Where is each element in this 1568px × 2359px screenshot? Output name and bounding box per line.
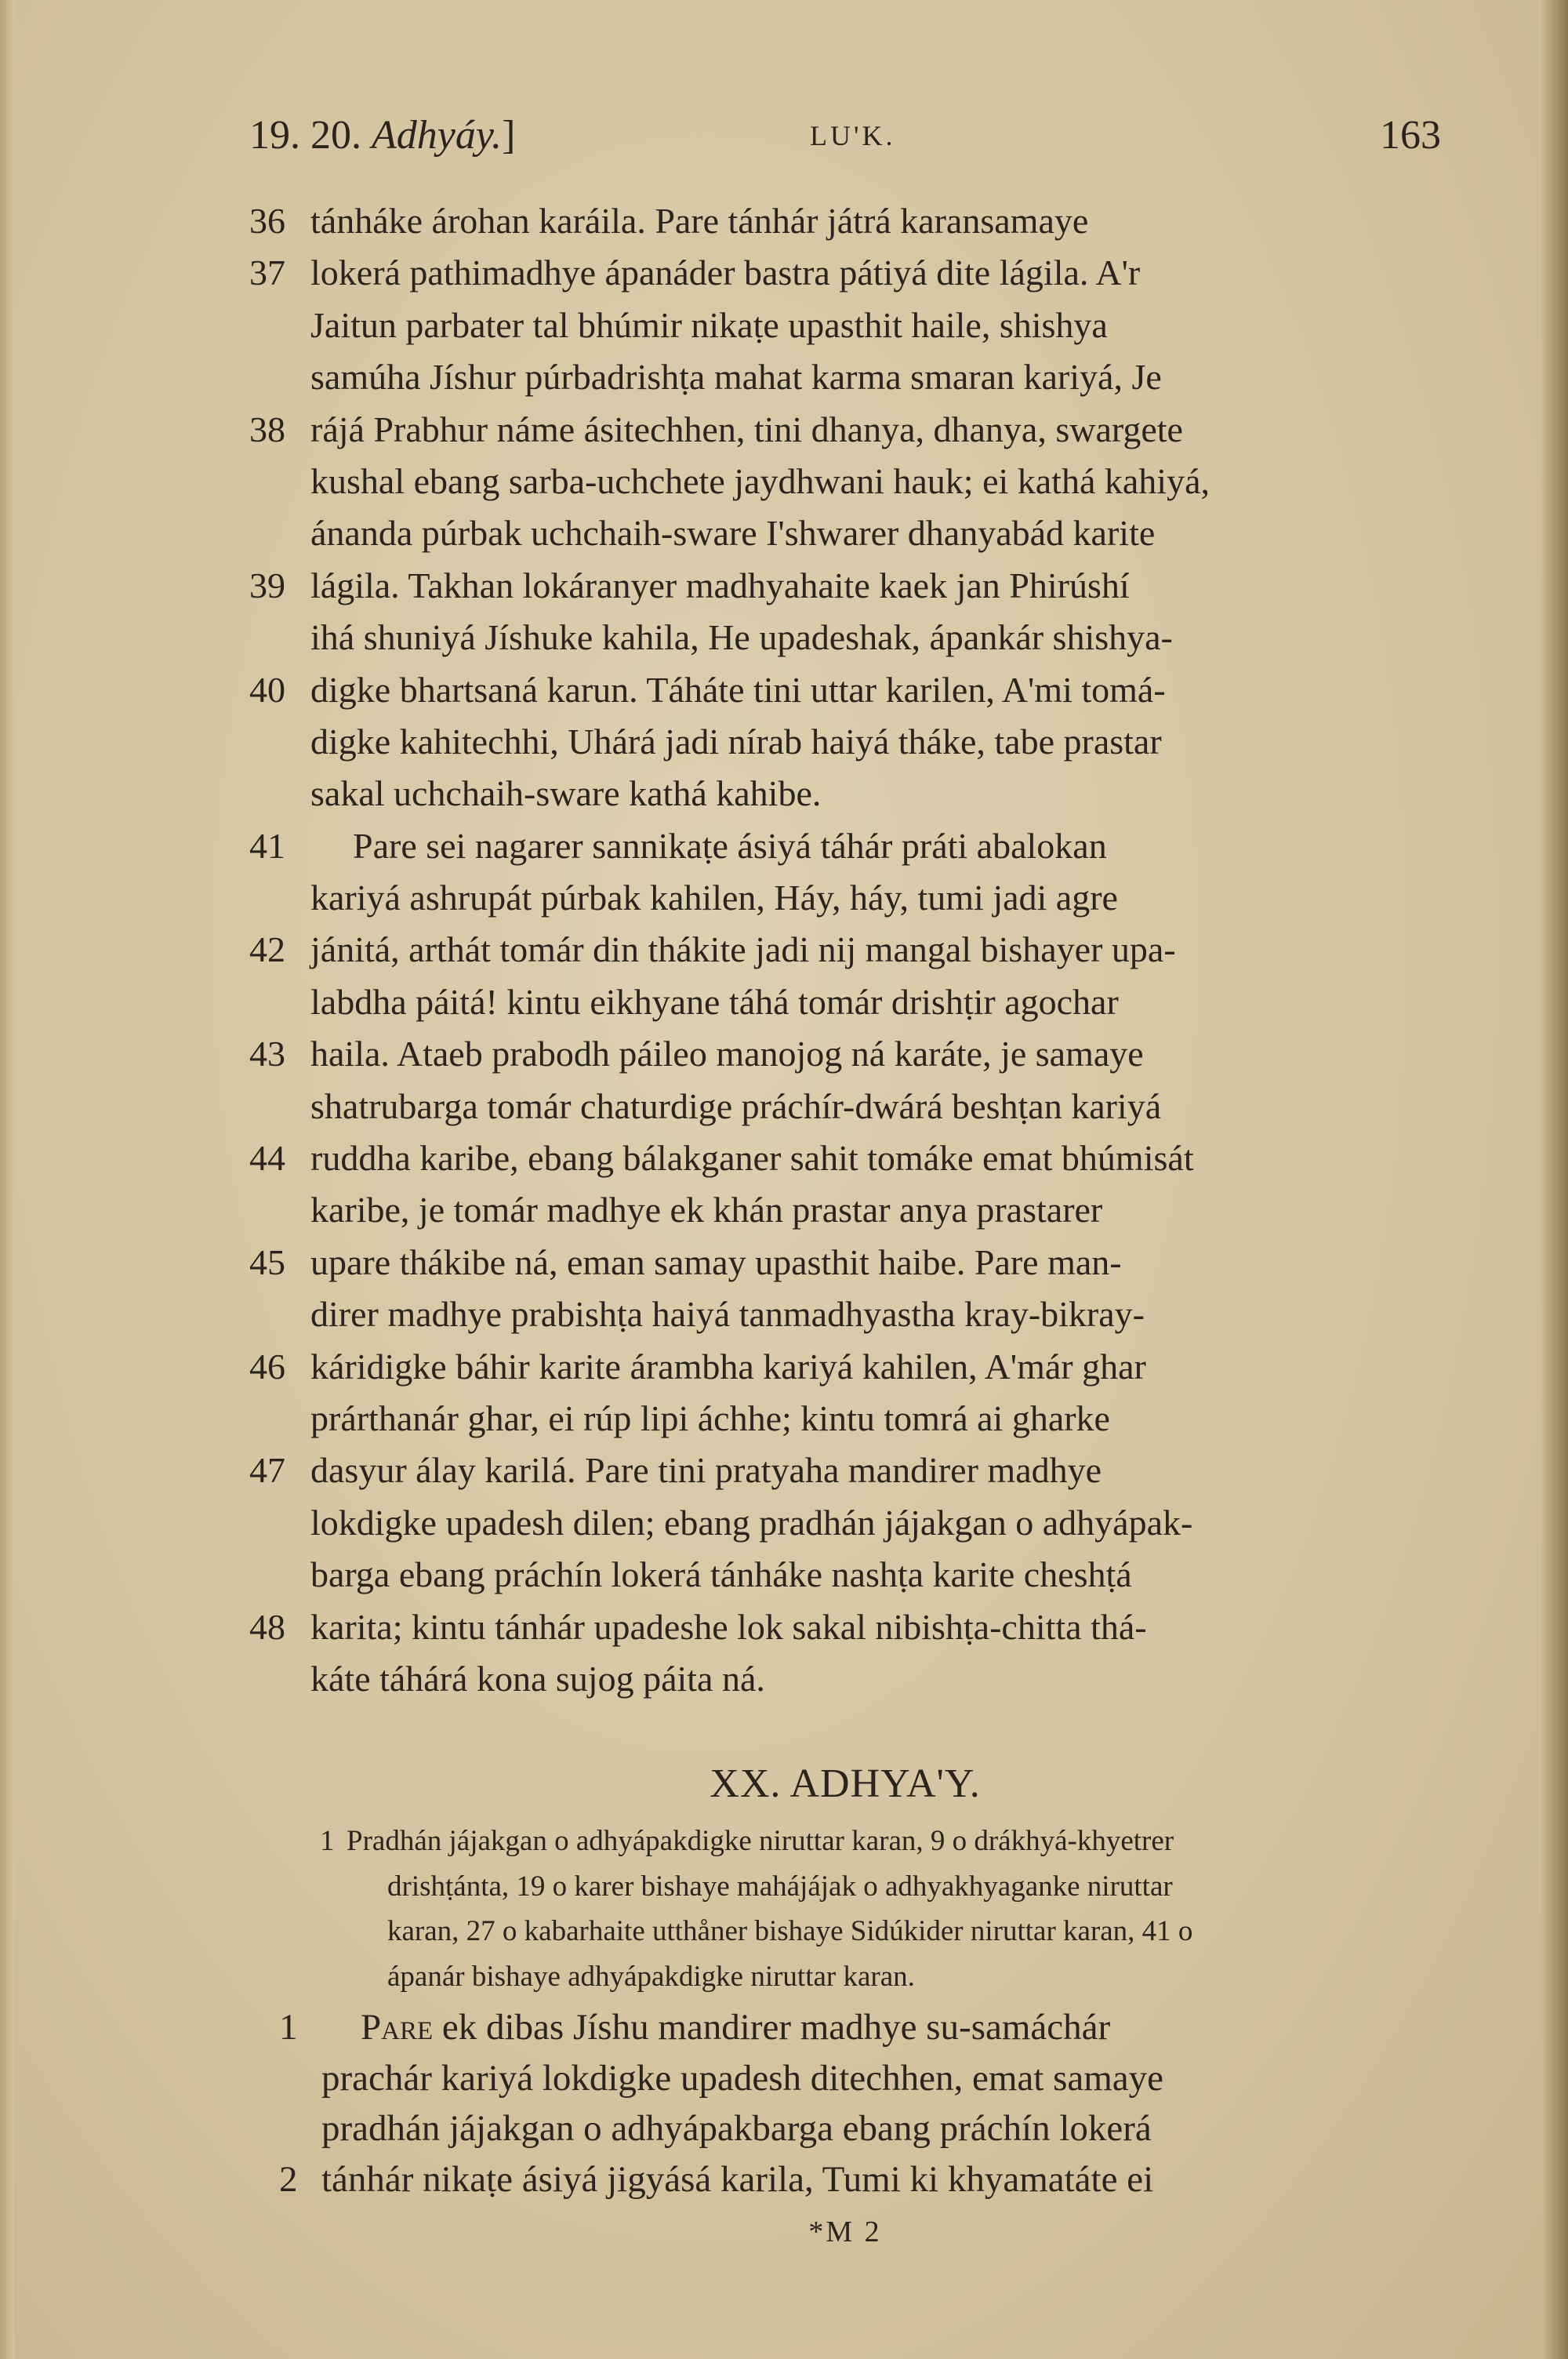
line-text: shatrubarga tomár chaturdige práchír-dwárá beshṭan kariyá: [310, 1085, 1162, 1126]
text-line: [249, 351, 1441, 403]
verse-number: 1: [279, 2007, 298, 2048]
line-text: karibe, je tomár madhye ek khán prastar anya prastarer: [310, 1190, 1103, 1230]
text-line: [249, 300, 1441, 351]
line-rest: tánhár nikaṭe ásiyá jigyásá karila, Tumi ki khyamatáte ei: [321, 2158, 1154, 2200]
verse-number: 40: [249, 669, 285, 710]
chapter-19-text: [249, 195, 1441, 1705]
line-text: Pare sei nagarer sannikaṭe ásiyá táhár práti abalokan: [353, 825, 1107, 866]
text-line: [249, 612, 1441, 663]
text-line: [249, 247, 1441, 299]
text-line: [249, 872, 1441, 924]
verse-number: 47: [249, 1450, 285, 1491]
text-line: [249, 1497, 1441, 1549]
line-text: dasyur álay karilá. Pare tini pratyaha mandirer madhye: [310, 1450, 1102, 1491]
line-text: upare thákibe ná, eman samay upasthit haibe. Pare man-: [310, 1241, 1122, 1282]
text-line: [249, 560, 1441, 612]
summary-line: [320, 1819, 1441, 1864]
line-text: ihá shuniyá Jíshuke kahila, He upadeshak, ápankár shishya-: [310, 617, 1173, 658]
verse-number: 45: [249, 1241, 285, 1282]
summary-line: [320, 1954, 1441, 2000]
summary-text: Pradhán jájakgan o adhyápakdigke niruttar karan, 9 o drákhyá-khyetrer: [347, 1825, 1174, 1857]
text-line: [249, 1445, 1441, 1496]
text-line: [249, 1132, 1441, 1184]
summary-text: ápanár bishaye adhyápakdigke niruttar karan.: [387, 1960, 915, 1993]
line-text: [321, 2103, 1152, 2154]
text-line: [249, 2154, 1441, 2205]
verse-number: 41: [249, 825, 285, 866]
summary-text: drishṭánta, 19 o karer bishaye mahájájak o adhyakhyaganke niruttar: [387, 1870, 1173, 1903]
line-text: labdha páitá! kintu eikhyane táhá tomár drishṭir agochar: [310, 981, 1119, 1022]
verse-number: 36: [249, 201, 285, 241]
text-line: [249, 1081, 1441, 1132]
line-text: [321, 2154, 1153, 2205]
line-text: samúha Jíshur púrbadrishṭa mahat karma smaran kariyá, Je: [310, 357, 1162, 398]
line-text: [321, 2053, 1163, 2104]
line-text: kariyá ashrupát púrbak kahilen, Háy, háy, tumi jadi agre: [310, 878, 1118, 918]
text-line: [249, 1028, 1441, 1080]
line-text: jánitá, arthát tomár din thákite jadi nij mangal bishayer upa-: [310, 929, 1176, 970]
text-line: [249, 716, 1441, 768]
verse-number: 2: [279, 2158, 298, 2200]
text-line: [249, 1184, 1441, 1236]
verse-number: 42: [249, 929, 285, 970]
summary-line: [320, 1909, 1441, 1954]
text-line: [249, 768, 1441, 820]
text-line: [249, 2002, 1441, 2053]
text-line: [249, 1549, 1441, 1601]
line-text: [361, 2002, 1110, 2053]
text-line: [249, 1601, 1441, 1653]
verse-number: 48: [249, 1606, 285, 1647]
line-text: ruddha karibe, ebang bálakganer sahit tomáke emat bhúmisát: [310, 1138, 1194, 1179]
text-line: [249, 820, 1441, 872]
line-text: direr madhye prabishṭa haiyá tanmadhyastha kray-bikray-: [310, 1294, 1145, 1335]
summary-text: karan, 27 o kabarhaite utthåner bishaye Sidúkider niruttar karan, 41 o: [387, 1915, 1193, 1947]
verse-number: 44: [249, 1138, 285, 1179]
chapter-20-text: [249, 2002, 1441, 2205]
line-text: haila. Ataeb prabodh páileo manojog ná karáte, je samaye: [310, 1034, 1144, 1074]
line-text: káridigke báhir karite árambha kariyá kahilen, A'már ghar: [310, 1346, 1146, 1387]
text-line: [249, 456, 1441, 507]
running-header: [249, 108, 1441, 163]
line-text: lokerá pathimadhye ápanáder bastra pátiyá dite lágila. A'r: [310, 253, 1141, 293]
lead-word: Pare: [361, 2007, 434, 2048]
header-book-title: LU'K.: [810, 120, 896, 151]
text-line: [249, 664, 1441, 716]
text-line: [249, 1393, 1441, 1445]
chapter-summary: [320, 1819, 1441, 1999]
line-text: karita; kintu tánhár upadeshe lok sakal nibishṭa-chitta thá-: [310, 1606, 1147, 1647]
line-rest: prachár kariyá lokdigke upadesh ditechhen, emat samaye: [321, 2057, 1164, 2099]
text-line: [249, 2053, 1441, 2104]
verse-number: 38: [249, 409, 285, 449]
text-line: [249, 1237, 1441, 1289]
summary-line: [320, 1864, 1441, 1910]
line-text: rájá Prabhur náme ásitechhen, tini dhanya, dhanya, swargete: [310, 409, 1183, 449]
text-line: [249, 404, 1441, 456]
verse-number: 46: [249, 1346, 285, 1387]
text-line: [249, 924, 1441, 976]
text-line: [249, 195, 1441, 247]
line-text: prárthanár ghar, ei rúp lipi áchhe; kintu tomrá ai gharke: [310, 1398, 1110, 1438]
page-number: 163: [1380, 113, 1441, 158]
page-right-edge: [1541, 0, 1568, 2359]
text-line: [249, 1653, 1441, 1705]
summary-number: 1: [320, 1825, 335, 1857]
line-text: tánháke árohan karáila. Pare tánhár játrá karansamaye: [310, 201, 1089, 241]
line-text: digke bhartsaná karun. Táháte tini uttar karilen, A'mi tomá-: [310, 669, 1166, 710]
text-line: [249, 2103, 1441, 2154]
verse-number: 37: [249, 253, 285, 293]
line-text: lágila. Takhan lokáranyer madhyahaite kaek jan Phirúshí: [310, 565, 1130, 605]
line-text: káte táhárá kona sujog páita ná.: [310, 1658, 765, 1699]
text-line: [249, 1289, 1441, 1340]
printer-signature: *M 2: [808, 2215, 882, 2248]
line-text: barga ebang práchín lokerá tánháke nashṭa karite cheshṭá: [310, 1554, 1132, 1595]
line-text: digke kahitechhi, Uhárá jadi nírab haiyá tháke, tabe prastar: [310, 721, 1162, 761]
text-line: [249, 507, 1441, 559]
verse-number: 43: [249, 1034, 285, 1074]
line-text: ánanda púrbak uchchaih-sware I'shwarer dhanyabád karite: [310, 513, 1156, 554]
chapter-heading: XX. ADHYA'Y.: [710, 1761, 981, 1806]
line-rest: pradhán jájakgan o adhyápakbarga ebang práchín lokerá: [321, 2108, 1152, 2149]
verse-number: 39: [249, 565, 285, 605]
line-text: lokdigke upadesh dilen; ebang pradhán jájakgan o adhyápak-: [310, 1502, 1193, 1543]
page-left-edge: [0, 0, 14, 2359]
line-text: kushal ebang sarba-uchchete jaydhwani hauk; ei kathá kahiyá,: [310, 460, 1210, 501]
text-line: [249, 976, 1441, 1028]
line-text: Jaitun parbater tal bhúmir nikaṭe upasthit haile, shishya: [310, 304, 1108, 345]
line-rest: ek dibas Jíshu mandirer madhye su-samáchár: [433, 2007, 1111, 2048]
text-line: [249, 1341, 1441, 1393]
line-text: sakal uchchaih-sware kathá kahibe.: [310, 773, 822, 814]
header-chapter-ref: 19. 20. Adhyáy.]: [249, 113, 516, 158]
